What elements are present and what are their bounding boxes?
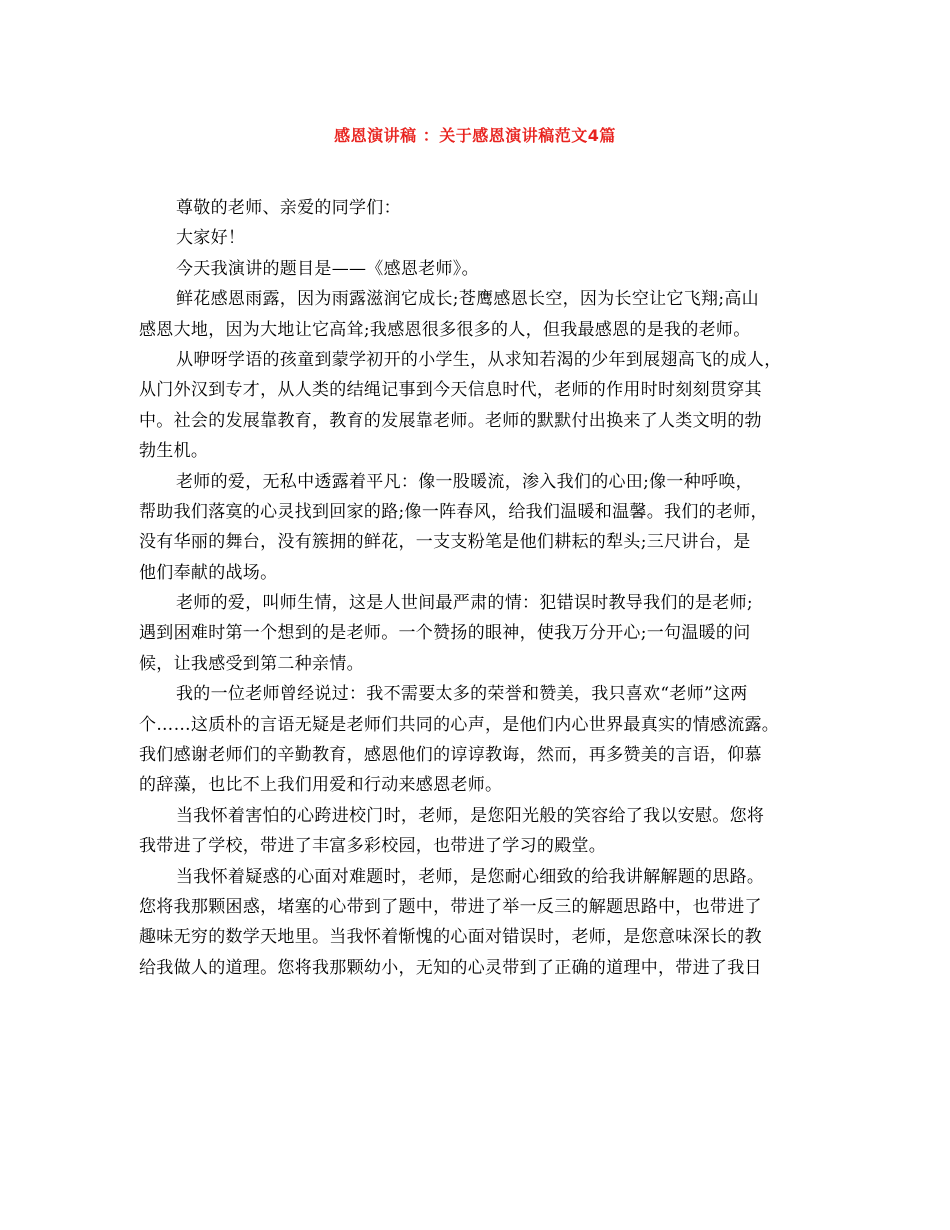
paragraph-line: 从门外汉到专才，从人类的结绳记事到今天信息时代，老师的作用时时刻刻贯穿其	[139, 380, 762, 401]
document-body	[139, 193, 829, 983]
paragraph-line: 帮助我们落寞的心灵找到回家的路;像一阵春风，给我们温暖和温馨。我们的老师，	[139, 501, 768, 522]
document-title: 感恩演讲稿 ：关于感恩演讲稿范文4篇	[334, 126, 616, 145]
paragraph-line: 遇到困难时第一个想到的是老师。一个赞扬的眼神，使我万分开心;一句温暖的问	[139, 623, 751, 644]
paragraph-line: 当我怀着害怕的心跨进校门时，老师，是您阳光般的笑容给了我以安慰。您将	[176, 805, 765, 826]
paragraph-line: 的辞藻，也比不上我们用爱和行动来感恩老师。	[139, 775, 503, 796]
paragraph-line: 您将我那颗困惑，堵塞的心带到了题中，带进了举一反三的解题思路中，也带进了	[139, 896, 762, 917]
paragraph-line: 候，让我感受到第二种亲情。	[139, 653, 364, 674]
paragraph-line: 我带进了学校，带进了丰富多彩校园，也带进了学习的殿堂。	[139, 836, 607, 857]
paragraph-line: 我的一位老师曾经说过：我不需要太多的荣誉和赞美，我只喜欢“老师”这两	[176, 684, 748, 705]
paragraph-line: 鲜花感恩雨露，因为雨露滋润它成长;苍鹰感恩长空，因为长空让它飞翔;高山	[176, 289, 759, 310]
paragraph-line: 勃生机。	[139, 441, 209, 462]
paragraph-line: 今天我演讲的题目是——《感恩老师》。	[176, 258, 479, 279]
greeting-line: 尊敬的老师、亲爱的同学们：	[176, 198, 401, 218]
paragraph-line: 当我怀着疑惑的心面对难题时，老师，是您耐心细致的给我讲解解题的思路。	[176, 866, 765, 887]
paragraph-line: 老师的爱，无私中透露着平凡：像一股暖流，渗入我们的心田;像一种呼唤，	[176, 471, 753, 492]
paragraph-line: 我们感谢老师们的辛勤教育，感恩他们的谆谆教诲，然而，再多赞美的言语，仰慕	[139, 745, 762, 766]
paragraph-line: 感恩大地，因为大地让它高耸;我感恩很多很多的人，但我最感恩的是我的老师。	[139, 319, 751, 340]
paragraph-line: 老师的爱，叫师生情，这是人世间最严肃的情：犯错误时教导我们的是老师;	[176, 593, 753, 614]
paragraph-line: 中。社会的发展靠教育，教育的发展靠老师。老师的默默付出换来了人类文明的勃	[139, 410, 762, 431]
paragraph-line: 他们奉献的战场。	[139, 562, 278, 583]
paragraph-line: 趣味无穷的数学天地里。当我怀着惭愧的心面对错误时，老师，是您意味深长的教	[139, 927, 762, 948]
paragraph-line: 给我做人的道理。您将我那颗幼小，无知的心灵带到了正确的道理中，带进了我日	[139, 957, 762, 978]
greeting-line: 大家好！	[176, 228, 246, 249]
paragraph-line: 个……这质朴的言语无疑是老师们共同的心声，是他们内心世界最真实的情感流露。	[139, 714, 780, 735]
paragraph-line: 没有华丽的舞台，没有簇拥的鲜花，一支支粉笔是他们耕耘的犁头;三尺讲台，是	[139, 532, 751, 553]
paragraph-line: 从咿呀学语的孩童到蒙学初开的小学生，从求知若渴的少年到展翅高飞的成人，	[176, 349, 782, 370]
